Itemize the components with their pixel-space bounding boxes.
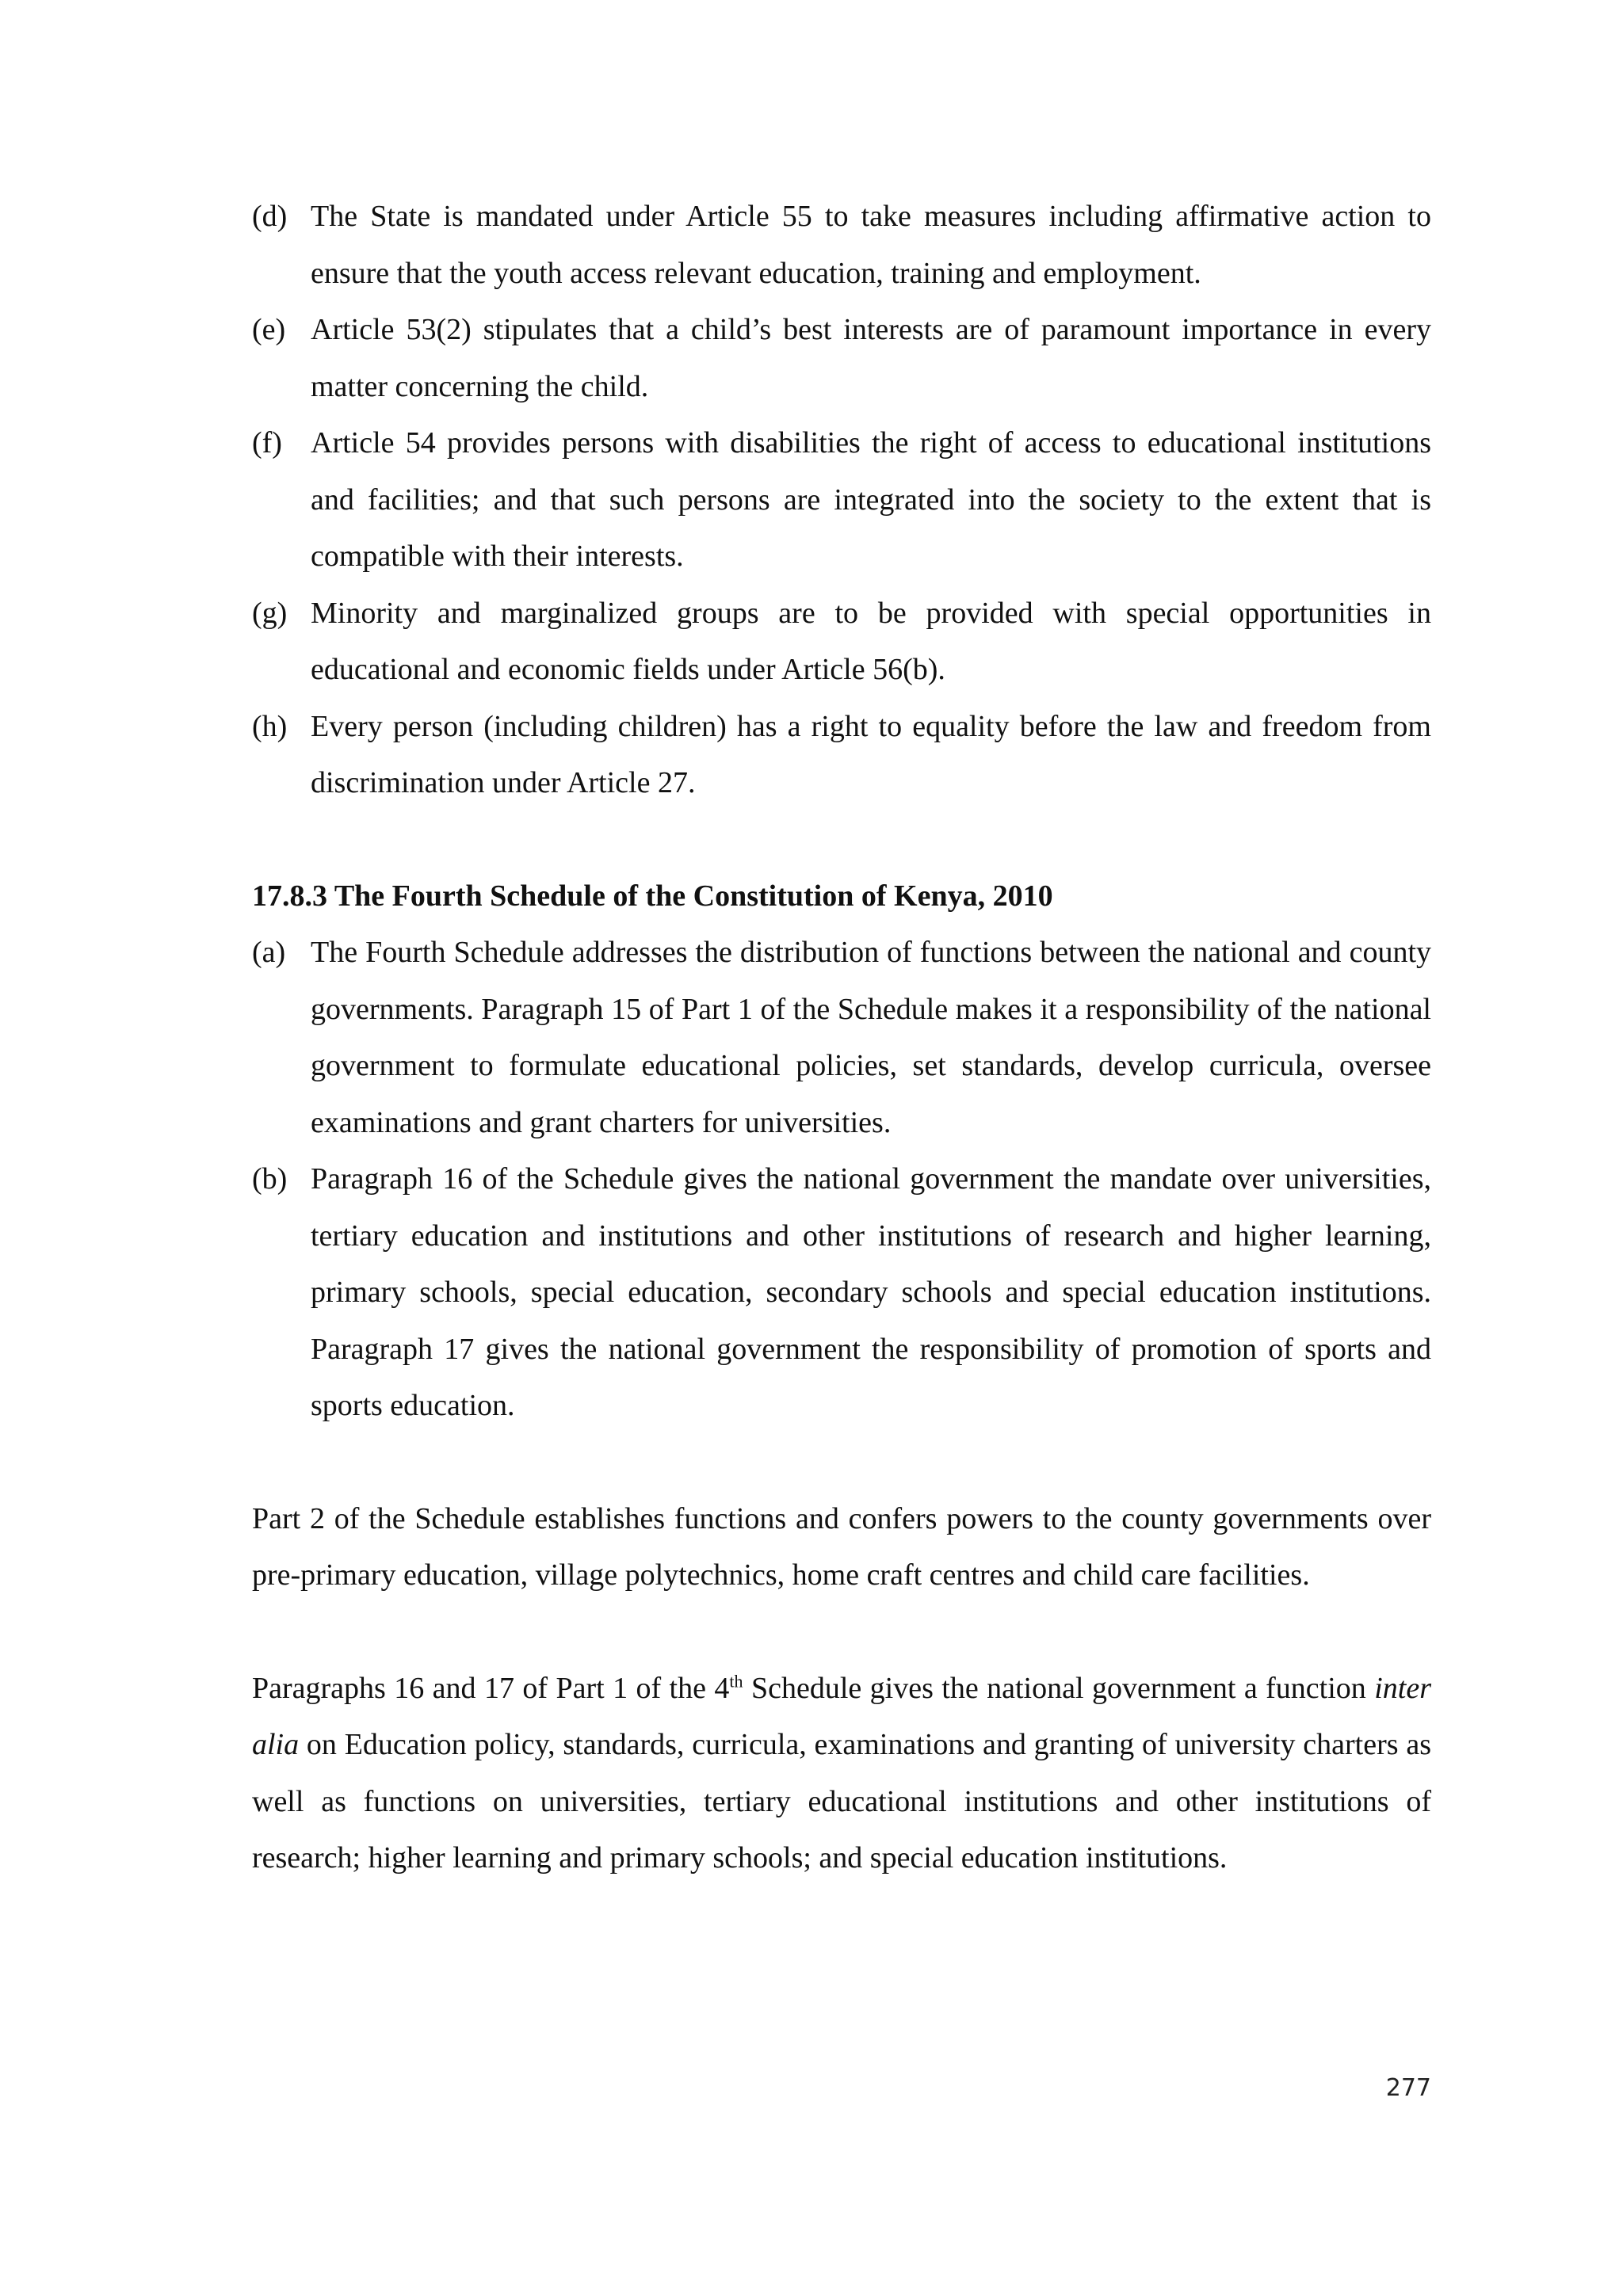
list-item-text: Every person (including children) has a right to equality before the law and freedom from discrimination under Article 27. — [311, 709, 1431, 799]
list-item-label: (e) — [252, 313, 286, 346]
list-item-b — [252, 1151, 1431, 1435]
list-item-text: Minority and marginalized groups are to be provided with special opportunities in educational and economic fields under Article 56(b). — [311, 596, 1431, 686]
ordinal-suffix: th — [729, 1670, 743, 1691]
list-item-label: (f) — [252, 426, 282, 460]
list-item-text: Article 54 provides persons with disabilities the right of access to educational institutions and facilities; and that such persons are integrated into the society to the extent that is compatible with their interests. — [311, 426, 1431, 573]
list-item-label: (h) — [252, 709, 288, 743]
paragraph-fourth-schedule — [252, 1661, 1431, 1887]
paragraph-part-2: Part 2 of the Schedule establishes functions and confers powers to the county governments over pre-primary education, village polytechnics, home craft centres and child care facilities. — [252, 1501, 1431, 1592]
list-item-label: (b) — [252, 1162, 288, 1196]
list-item-a — [252, 925, 1431, 1151]
latin-phrase: inter alia — [252, 1671, 1431, 1761]
list-item-text: The State is mandated under Article 55 to take measures including affirmative action to ensure that the youth access relevant education, training and employment. — [311, 200, 1431, 290]
page-number: 277 — [1385, 2074, 1431, 2102]
list-item-e — [252, 302, 1431, 415]
list-item-g — [252, 585, 1431, 699]
section-heading: 17.8.3 The Fourth Schedule of the Constitution of Kenya, 2010 — [252, 879, 1053, 913]
list-item-d — [252, 189, 1431, 302]
paragraph-text: Paragraphs 16 and 17 of Part 1 of the 4 — [252, 1671, 730, 1705]
list-item-label: (d) — [252, 200, 288, 233]
list-item-text: Article 53(2) stipulates that a child’s best interests are of paramount importance in every matter concerning the child. — [311, 313, 1431, 403]
list-item-h — [252, 699, 1431, 812]
list-item-f — [252, 415, 1431, 585]
paragraph-text: Schedule gives the national government a function — [743, 1671, 1375, 1705]
list-item-label: (g) — [252, 596, 288, 630]
document-page — [252, 189, 1431, 1887]
list-item-text: The Fourth Schedule addresses the distribution of functions between the national and county governments. Paragraph 15 of Part 1 of the Schedule makes it a responsibility of the national government to formulate educational policies, set standards, develop curricula, oversee examinations and grant charters for universities. — [311, 936, 1431, 1139]
paragraph-text: on Education policy, standards, curricula, examinations and granting of university charters as well as functions on universities, tertiary educational institutions and other institutions of research; higher learning and primary schools; and special education institutions. — [252, 1728, 1431, 1875]
list-item-text: Paragraph 16 of the Schedule gives the national government the mandate over universities, tertiary education and institutions and other institutions of research and higher learning, primary schools, special education, secondary schools and special education institutions. Paragraph 17 gives the national government the responsibility of promotion of sports and sports education. — [311, 1162, 1431, 1422]
list-item-label: (a) — [252, 936, 286, 969]
